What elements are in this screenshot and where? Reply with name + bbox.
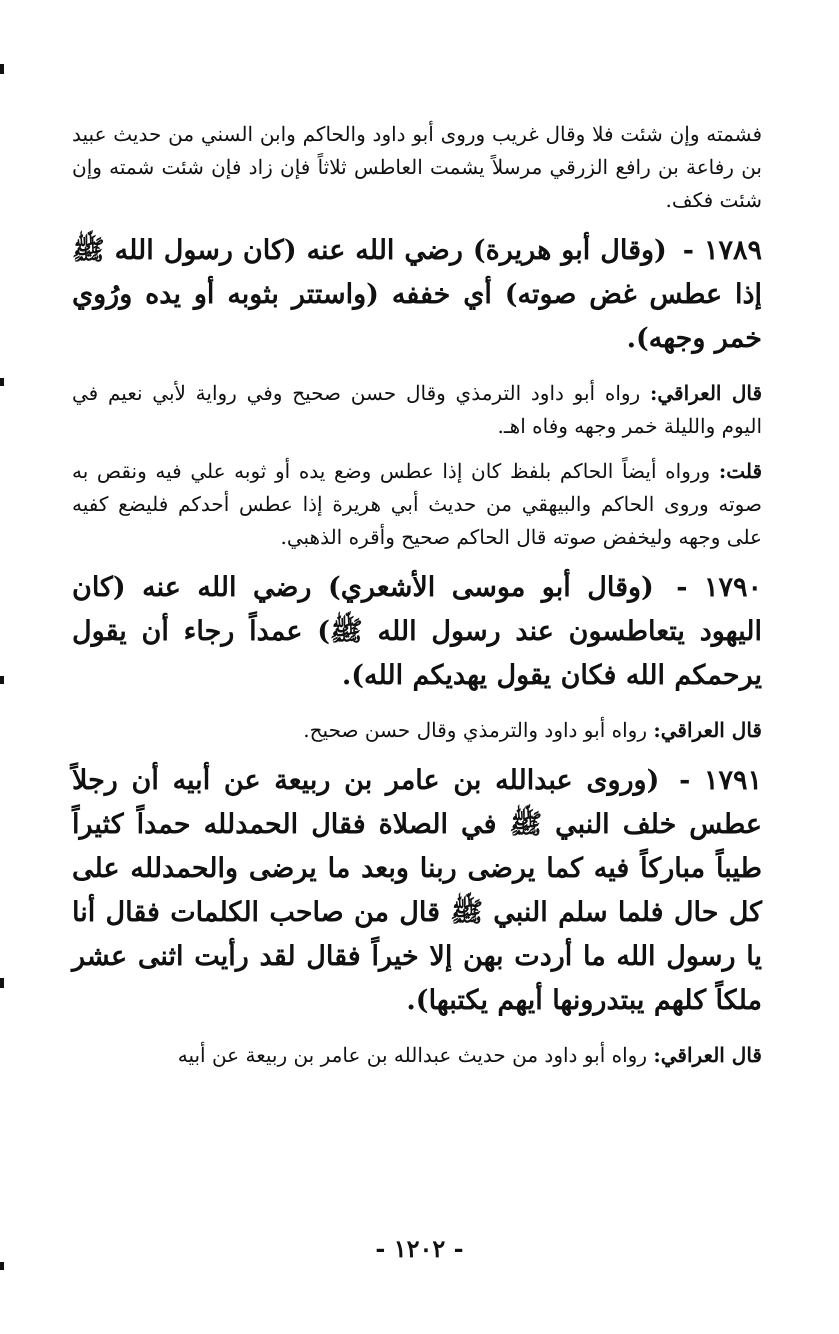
hadith-text: (وقال أبو هريرة) رضي الله عنه (كان رسول الله ﷺ إذا عطس غض صوته) أي خففه (واستتر بثوبه أو يده ورُوي خمر وجهه).: [72, 235, 762, 354]
scan-edge-mark: [0, 1262, 4, 1270]
hadith-text: (وروى عبدالله بن عامر بن ربيعة عن أبيه أن رجلاً عطس خلف النبي ﷺ في الصلاة فقال الحمدلله حمداً كثيراً طيباً مباركاً فيه كما يرضى ربنا وبعد ما يرضى والحمدلله على كل حال فلما سلم النبي ﷺ قال من صاحب الكلمات فقال أنا يا رسول الله ما أردت بهن إلا خيراً فقال لقد رأيت اثنى عشر ملكاً كلهم يبتدرونها أيهم يكتبها).: [72, 765, 762, 1016]
scan-edge-mark: [0, 64, 4, 74]
scan-edge-mark: [0, 378, 4, 386]
commentary-iraqi: [72, 714, 762, 747]
commentary-iraqi: [72, 1039, 762, 1072]
document-page: [72, 118, 762, 1072]
hadith-text: (وقال أبو موسى الأشعري) رضي الله عنه (كان اليهود يتعاطسون عند رسول الله ﷺ) عمداً رجاء أن يقول يرحمكم الله فكان يقول يهديكم الله).: [72, 572, 762, 691]
commentary-qult: [72, 455, 762, 554]
scan-edge-mark: [0, 676, 4, 684]
hadith-1790: [72, 566, 762, 698]
commentary-text: رواه أبو داود والترمذي وقال حسن صحيح.: [303, 718, 647, 742]
page-number: - ١٢٠٢ -: [375, 1234, 464, 1263]
commentary-lead: قال العراقي:: [649, 381, 763, 405]
hadith-number: ١٧٨٩ -: [682, 235, 762, 266]
commentary-lead: قال العراقي:: [653, 1043, 762, 1067]
commentary-lead: قلت:: [718, 459, 763, 483]
scan-edge-mark: [0, 978, 4, 988]
hadith-number: ١٧٩٠ -: [676, 572, 762, 603]
paragraph-continuation: [72, 118, 762, 217]
commentary-iraqi: [72, 377, 762, 443]
commentary-text: رواه أبو داود من حديث عبدالله بن عامر بن ربيعة عن أبيه: [177, 1043, 647, 1067]
hadith-number: ١٧٩١ -: [679, 765, 762, 796]
paragraph-text: فشمته وإن شئت فلا وقال غريب وروى أبو داود والحاكم وابن السني من حديث عبيد بن رفاعة بن رافع الزرقي مرسلاً يشمت العاطس ثلاثاً فإن زاد فإن شئت شمته وإن شئت فكف.: [72, 122, 762, 212]
commentary-text: ورواه أيضاً الحاكم بلفظ كان إذا عطس وضع يده أو ثوبه علي فيه ونقص به صوته وروى الحاكم والبيهقي من حديث أبي هريرة إذا عطس أحدكم فليضع كفيه على وجهه وليخفض صوته قال الحاكم صحيح وأقره الذهبي.: [72, 459, 762, 549]
commentary-text: رواه أبو داود الترمذي وقال حسن صحيح وفي رواية لأبي نعيم في اليوم والليلة خمر وجهه وفاه اهـ.: [72, 381, 762, 438]
hadith-1789: [72, 229, 762, 361]
hadith-1791: [72, 759, 762, 1023]
commentary-lead: قال العراقي:: [653, 718, 762, 742]
